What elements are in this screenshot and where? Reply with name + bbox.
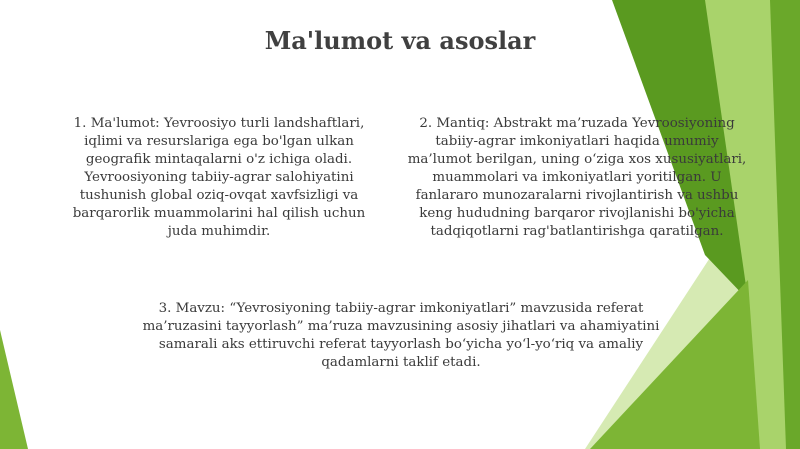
paragraph-mantiq: 2. Mantiq: Abstrakt ma’ruzada Yevroosiyoning tabiiy-agrar imkoniyatlari haqida umumiy ma’lumot berilgan, uning o‘ziga xos xususiyatlari, muammolari va imkoniyatlari yoritilgan. U fanlararo munozaralarni rivojlantirish va ushbu keng hududning barqaror rivojlanishi bo'yicha tadqiqotlarni rag'batlantirishga qaratilgan. (407, 116, 747, 239)
paragraph-mavzu: 3. Mavzu: “Yevrosiyoning tabiiy-agrar imkoniyatlari” mavzusida referat ma’ruzasini tayyorlash” ma’ruza mavzusining asosiy jihatlari va ahamiyatini samarali aks ettiruvchi referat tayyorlash bo‘yicha yo‘l-yo‘riq va amaliy qadamlarni taklif etadi. (142, 301, 660, 370)
left-green-sliver (0, 330, 28, 449)
paragraph-malumot: 1. Ma'lumot: Yevroosiyo turli landshaftlari, iqlimi va resurslariga ega bo'lgan ulkan geografik mintaqalarni o'z ichiga oladi. Yevroosiyoning tabiiy-agrar salohiyatini tushunish global oziq-ovqat xavfsizligi va barqarorlik muammolarini hal qilish uchun juda muhimdir. (72, 116, 366, 239)
slide-title: Ma'lumot va asoslar (264, 26, 536, 55)
